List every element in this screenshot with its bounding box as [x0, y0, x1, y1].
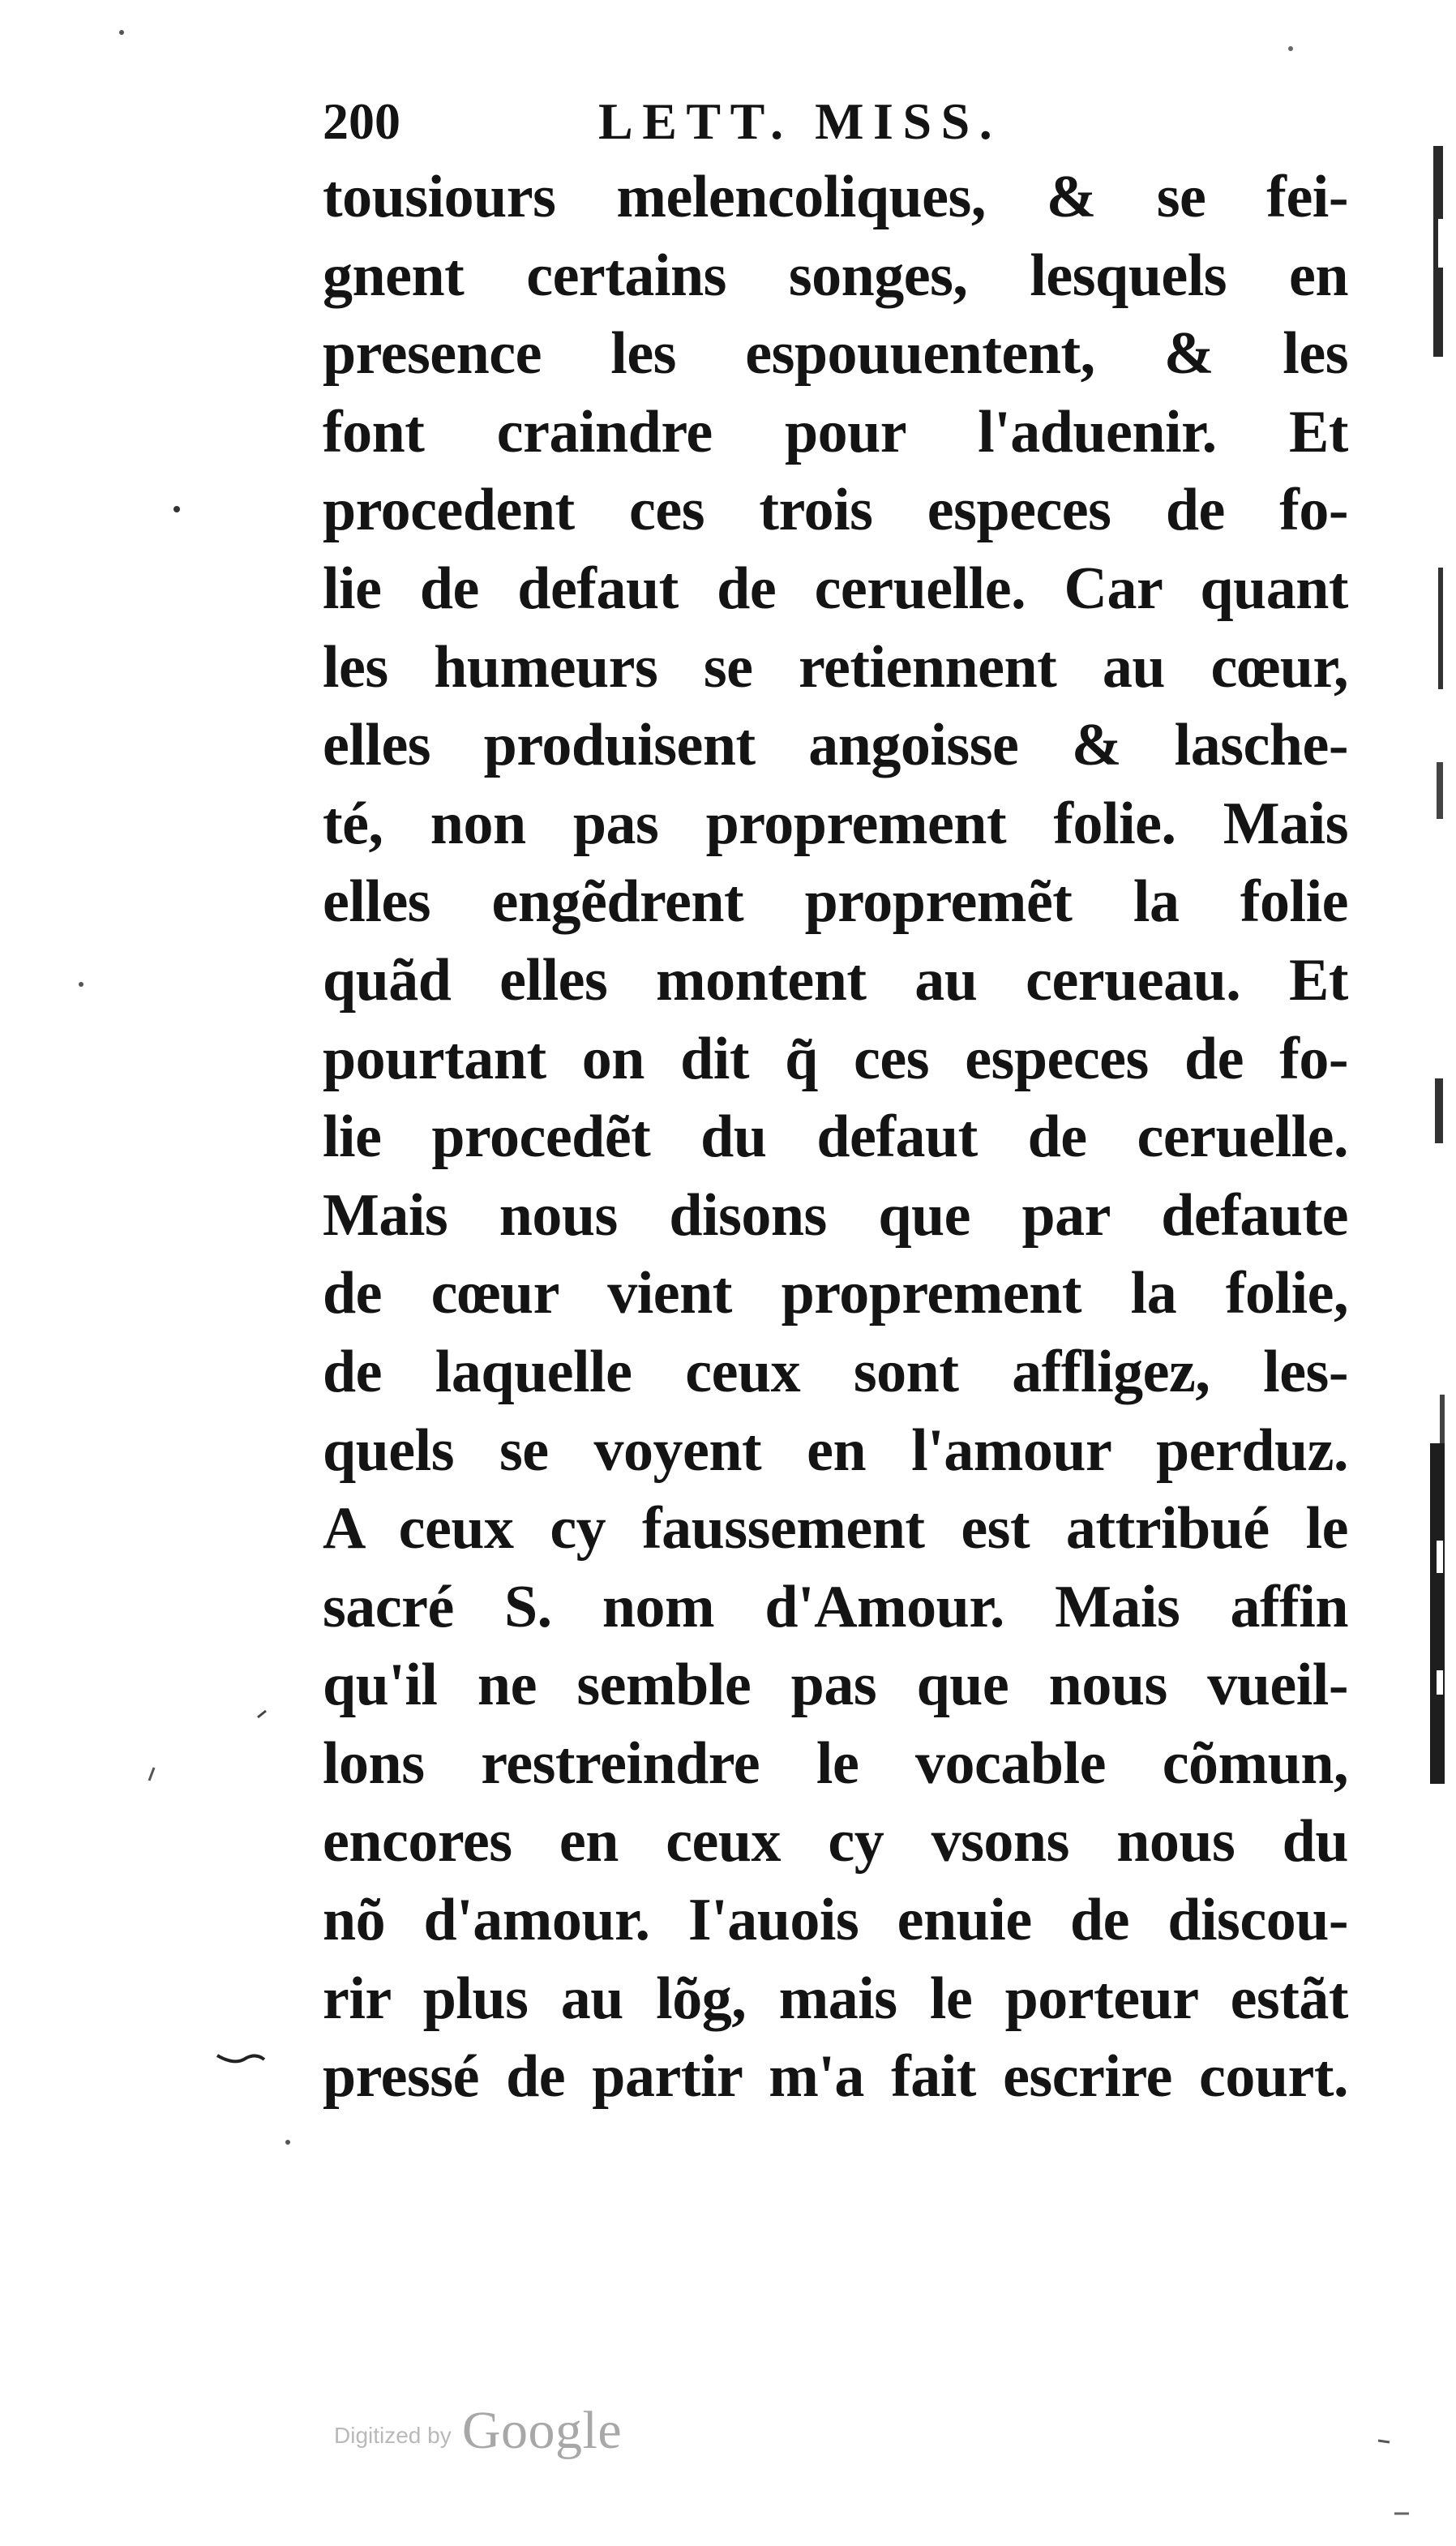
- text-line: elles engẽdrent propremẽt la folie: [323, 868, 1348, 936]
- digitization-watermark: [334, 2400, 622, 2481]
- watermark-prefix: Digitized by: [334, 2423, 452, 2448]
- text-line: gnent certains songes, lesquels en: [323, 242, 1348, 309]
- text-line: procedent ces trois especes de fo-: [323, 477, 1348, 544]
- text-line: tousiours melencoliques, & se fei-: [323, 164, 1348, 230]
- body-text: [323, 158, 1348, 2116]
- text-line: quels se voyent en l'amour perduz.: [323, 1417, 1348, 1484]
- ink-speck: [217, 2055, 264, 2061]
- text-line: font craindre pour l'aduenir. Et: [323, 398, 1348, 465]
- text-line: rir plus au lõg, mais le porteur estãt: [323, 1965, 1348, 2032]
- text-line: qu'il ne semble pas que nous vueil-: [323, 1652, 1348, 1719]
- text-line: té, non pas proprement folie. Mais: [323, 790, 1348, 857]
- bleed-through: [1430, 1443, 1445, 1784]
- bleed-through: [1437, 762, 1443, 819]
- text-line: lie de defaut de ceruelle. Car quant: [323, 555, 1348, 622]
- text-line: pressé de partir m'a fait escrire court.: [323, 2043, 1348, 2111]
- ink-speck: [1288, 46, 1293, 51]
- ink-speck: [79, 982, 84, 987]
- ink-speck: [119, 30, 124, 35]
- text-line: Mais nous disons que par defaute: [323, 1181, 1348, 1249]
- bleed-through: [1437, 1670, 1443, 1695]
- running-title: LETT. MISS.: [598, 92, 1002, 150]
- text-line: pourtant on dit q̃ ces especes de fo-: [323, 1025, 1348, 1092]
- page-number: 200: [323, 92, 400, 150]
- running-head: [323, 85, 1344, 158]
- ink-speck: [285, 2140, 290, 2145]
- text-line: les humeurs se retiennent au cœur,: [323, 633, 1348, 701]
- ink-speck: [173, 506, 180, 512]
- bleed-through: [1433, 146, 1443, 357]
- text-line: elles produisent angoisse & lasche-: [323, 712, 1348, 779]
- text-line: lie procedẽt du defaut de ceruelle.: [323, 1104, 1348, 1171]
- text-line: de cœur vient proprement la folie,: [323, 1260, 1348, 1327]
- bleed-through: [1438, 219, 1445, 268]
- bleed-through: [1435, 1078, 1443, 1143]
- ink-speck: [149, 1768, 154, 1781]
- text-line: lons restreindre le vocable cõmun,: [323, 1729, 1348, 1797]
- bleed-through: [1440, 1395, 1445, 1451]
- watermark-logo: Google: [461, 2401, 623, 2460]
- bleed-through: [1437, 1541, 1443, 1573]
- text-line: de laquelle ceux sont affligez, les-: [323, 1338, 1348, 1405]
- text-line: encores en ceux cy vsons nous du: [323, 1808, 1348, 1875]
- text-line: presence les espouuentent, & les: [323, 320, 1348, 388]
- text-line: A ceux cy faussement est attribué le: [323, 1495, 1348, 1562]
- text-line: sacré S. nom d'Amour. Mais affin: [323, 1573, 1348, 1640]
- ink-speck: [1378, 2441, 1390, 2442]
- text-line: nõ d'amour. I'auois enuie de discou-: [323, 1887, 1348, 1954]
- bleed-through: [1438, 568, 1443, 689]
- text-line: quãd elles montent au cerueau. Et: [323, 946, 1348, 1014]
- ink-speck: [258, 1711, 266, 1717]
